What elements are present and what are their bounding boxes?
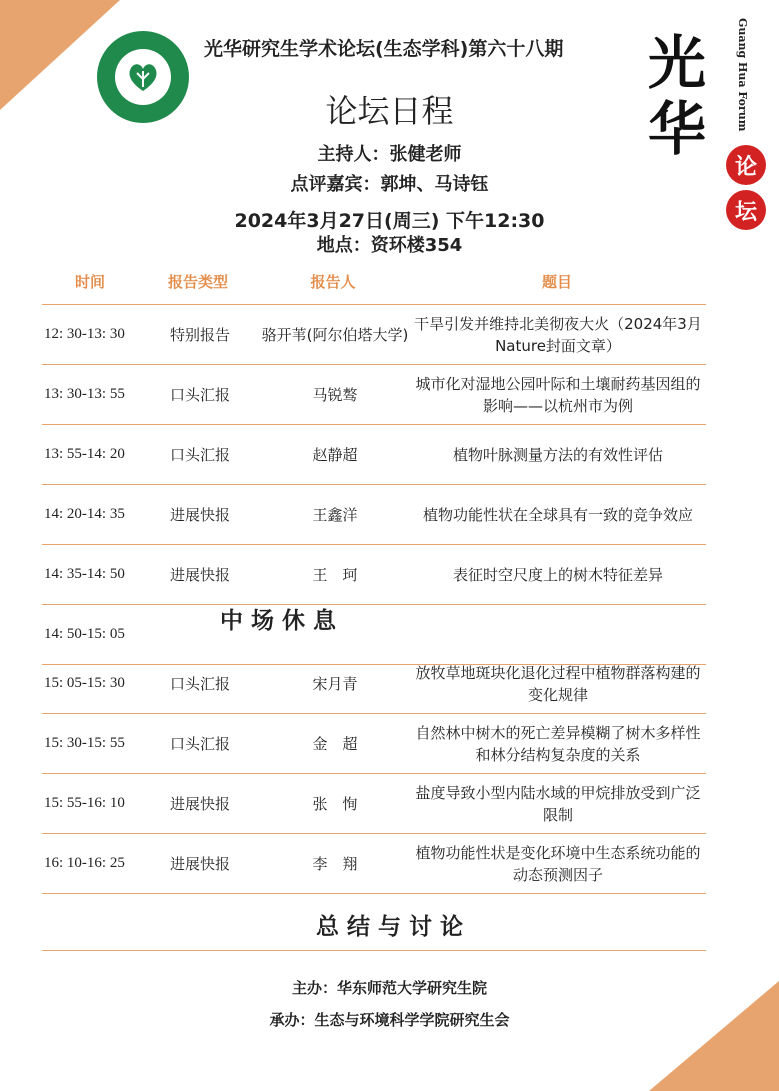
break-time: 14: 50-15: 05	[44, 626, 125, 642]
page-title: 论坛日程	[325, 92, 454, 130]
summary-discussion: 总 结 与 讨 论	[315, 914, 464, 940]
table-row	[42, 365, 706, 425]
column-header-type: 报告类型	[167, 273, 228, 291]
row-time: 13: 30-13: 55	[44, 386, 125, 402]
row-speaker: 王 珂	[312, 566, 358, 584]
row-type: 进展快报	[169, 506, 230, 524]
row-time: 14: 20-14: 35	[44, 506, 125, 522]
table-row	[42, 485, 706, 545]
table-row	[42, 714, 706, 774]
row-topic: 盐度导致小型内陆水域的甲烷排放受到广泛限制	[415, 783, 701, 824]
table-row	[42, 305, 706, 365]
table-row	[42, 834, 706, 894]
row-topic: 表征时空尺度上的树木特征差异	[452, 565, 663, 584]
row-topic: 植物叶脉测量方法的有效性评估	[452, 445, 663, 464]
row-time: 13: 55-14: 20	[44, 446, 125, 462]
table-row	[42, 425, 706, 485]
table-row	[42, 654, 706, 714]
row-topic: 植物功能性状是变化环境中生态系统功能的动态预测因子	[415, 843, 701, 884]
table-row	[42, 774, 706, 834]
row-time: 15: 30-15: 55	[44, 735, 125, 751]
row-topic: 城市化对湿地公园叶际和土壤耐药基因组的影响——以杭州市为例	[415, 374, 701, 415]
column-header-time: 时间	[74, 273, 105, 291]
event-datetime: 2024年3月27日(周三) 下午12:30	[234, 210, 545, 232]
row-type: 特别报告	[169, 326, 230, 344]
row-type: 口头汇报	[169, 675, 230, 693]
column-header-speaker: 报告人	[310, 273, 356, 291]
row-type: 进展快报	[169, 566, 230, 584]
row-time: 16: 10-16: 25	[44, 855, 125, 871]
row-speaker: 赵静超	[312, 446, 358, 464]
row-speaker: 骆开苇(阿尔伯塔大学)	[261, 326, 409, 344]
break-label: 中 场 休 息	[220, 608, 337, 634]
host-line: 主持人：张健老师	[317, 144, 462, 165]
co-organizer: 承办：生态与环境科学学院研究生会	[269, 1011, 510, 1029]
seal-lun: 论	[726, 145, 766, 185]
row-topic: 干旱引发并维持北美彻夜大火（2024年3月 Nature封面文章）	[414, 314, 702, 355]
row-speaker: 张 恂	[312, 795, 358, 813]
forum-title: 光华研究生学术论坛(生态学科)第六十八期	[204, 38, 564, 60]
summary-divider	[42, 950, 706, 951]
row-time: 15: 55-16: 10	[44, 795, 125, 811]
reviewers-line: 点评嘉宾：郭坤、马诗钰	[290, 174, 489, 195]
row-speaker: 王鑫洋	[312, 506, 358, 524]
row-topic: 放牧草地斑块化退化过程中植物群落构建的变化规律	[415, 663, 701, 704]
row-time: 15: 05-15: 30	[44, 675, 125, 691]
brand-calligraphy: 光华	[648, 29, 707, 163]
row-type: 进展快报	[169, 795, 230, 813]
row-speaker: 宋月青	[312, 675, 358, 693]
seal-tan: 坛	[726, 190, 766, 230]
row-type: 进展快报	[169, 855, 230, 873]
row-type: 口头汇报	[169, 446, 230, 464]
row-speaker: 李 翔	[312, 855, 358, 873]
row-speaker: 马锐骜	[312, 386, 358, 404]
event-venue: 地点：资环楼354	[316, 235, 463, 256]
row-topic: 植物功能性状在全球具有一致的竞争效应	[422, 505, 693, 524]
table-row	[42, 545, 706, 605]
organizer: 主办：华东师范大学研究生院	[291, 979, 487, 997]
row-speaker: 金 超	[312, 735, 358, 753]
row-type: 口头汇报	[169, 735, 230, 753]
column-header-topic: 题目	[541, 273, 572, 291]
row-type: 口头汇报	[169, 386, 230, 404]
row-time: 14: 35-14: 50	[44, 566, 125, 582]
row-topic: 自然林中树木的死亡差异模糊了树木多样性和林分结构复杂度的关系	[415, 723, 701, 764]
brand-english: Guang Hua Forum	[736, 18, 749, 132]
row-time: 12: 30-13: 30	[44, 326, 125, 342]
